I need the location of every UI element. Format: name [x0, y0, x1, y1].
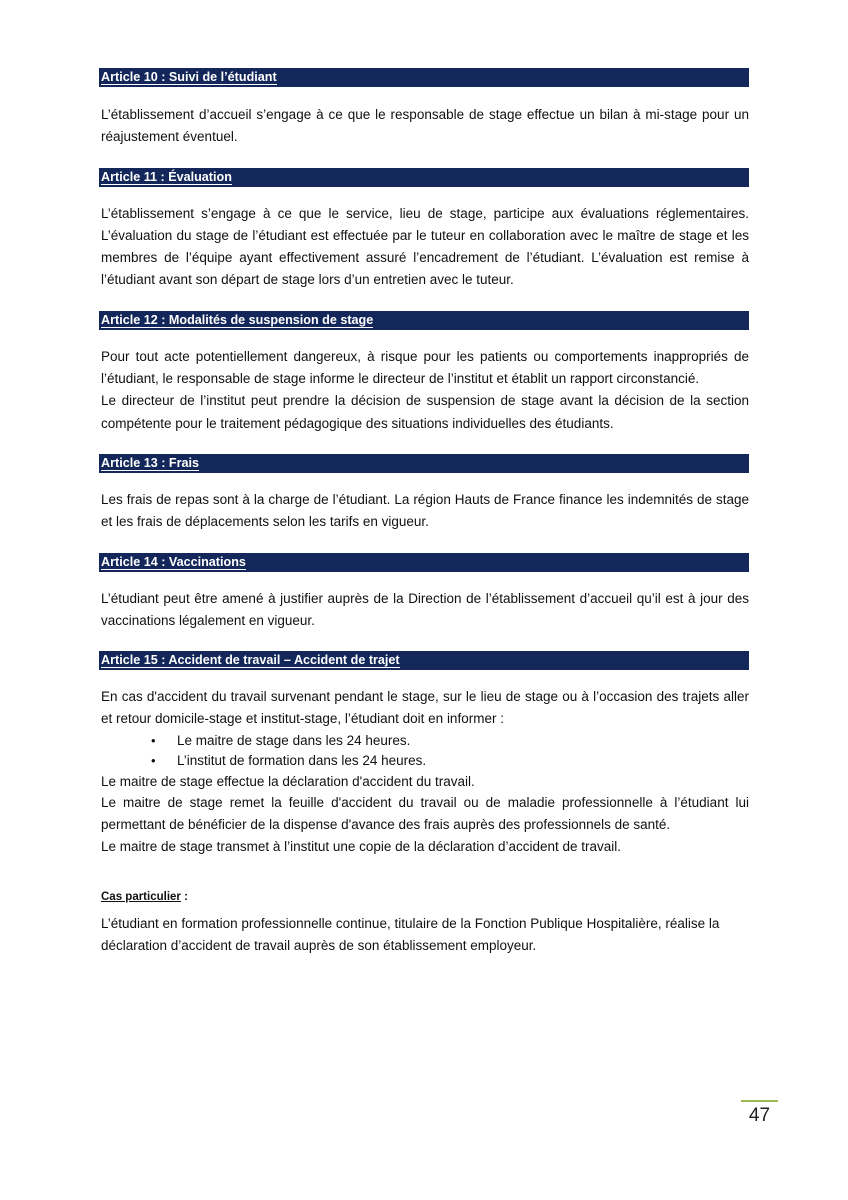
article-14-body — [99, 588, 749, 633]
article-10-heading — [99, 68, 749, 87]
list-item — [99, 751, 749, 772]
article-12-paragraph-1: Pour tout acte potentiellement dangereux, à risque pour les patients ou comportements inappropriés de l’étudiant, le responsable de stage informe le directeur de l’institut et établit un rapport circonstancié. — [101, 348, 749, 387]
special-case-paragraph: L’étudiant en formation professionnelle continue, titulaire de la Fonction Publique Hospitalière, réalise la déclaration d’accident de travail auprès de son établissement employeur. — [101, 915, 720, 953]
article-15-after-1: Le maitre de stage effectue la déclaration d'accident du travail. — [101, 773, 475, 789]
article-10-body — [99, 104, 749, 149]
bullet-icon: • — [151, 753, 156, 769]
article-15-after-3: Le maitre de stage transmet à l’institut une copie de la déclaration d’accident de travail. — [101, 839, 622, 855]
page-number: 47 — [748, 1105, 771, 1126]
special-case-label-text: Cas particulier — [101, 890, 181, 903]
page-number-rule — [741, 1100, 778, 1102]
article-14-title: Article 14 : Vaccinations — [101, 554, 246, 569]
article-12-heading — [99, 311, 749, 330]
article-15-title: Article 15 : Accident de travail – Accident de trajet — [101, 653, 400, 668]
list-item — [99, 731, 749, 752]
article-13-paragraph: Les frais de repas sont à la charge de l’étudiant. La région Hauts de France finance les indemnités de stage et les frais de déplacements selon les tarifs en vigueur. — [101, 491, 749, 530]
special-case-label-suffix: : — [180, 890, 188, 903]
article-15-heading — [99, 651, 749, 670]
article-14-paragraph: L’étudiant peut être amené à justifier auprès de la Direction de l’établissement d’accueil qu’il est à jour des vaccinations légalement en vigueur. — [101, 590, 749, 628]
article-11-title: Article 11 : Évaluation — [101, 169, 232, 184]
article-12-body — [99, 346, 749, 435]
bullet-icon: • — [151, 732, 156, 748]
article-14-heading — [99, 553, 749, 572]
list-item-text: Le maitre de stage dans les 24 heures. — [177, 732, 411, 748]
article-13-title: Article 13 : Frais — [101, 455, 199, 470]
article-12-title: Article 12 : Modalités de suspension de stage — [101, 312, 374, 327]
page-content — [99, 68, 749, 957]
article-15-body — [99, 686, 749, 858]
article-15-intro: En cas d'accident du travail survenant pendant le stage, sur le lieu de stage ou à l’occasion des trajets aller et retour domicile-stage et institut-stage, l’étudiant doit en informer : — [101, 689, 749, 727]
article-13-body — [99, 489, 749, 534]
article-15-bullet-list — [99, 731, 749, 772]
article-10-paragraph: L’établissement d’accueil s’engage à ce que le responsable de stage effectue un bilan à mi-stage pour un réajustement éventuel. — [101, 107, 749, 145]
special-case-label — [99, 891, 749, 903]
article-11-paragraph: L’établissement s’engage à ce que le service, lieu de stage, participe aux évaluations réglementaires. L’évaluation du stage de l’étudiant est effectuée par le tuteur en collaboration avec le maître de stage et les membres de l’équipe ayant effectivement assuré l’encadrement de l’étudiant. L’évaluation est remise à l’étudiant avant son départ de stage lors d’un entretien avec le tuteur. — [101, 205, 749, 288]
article-15-after-2: Le maitre de stage remet la feuille d'accident du travail ou de maladie professionnelle à l’étudiant lui permettant de bénéficier de la dispense d'avance des frais auprès des professionnels de santé. — [101, 794, 749, 833]
article-11-body — [99, 203, 749, 292]
article-10-title: Article 10 : Suivi de l’étudiant — [101, 70, 277, 84]
list-item-text: L’institut de formation dans les 24 heures. — [177, 753, 427, 769]
special-case-body — [99, 913, 749, 958]
article-13-heading — [99, 454, 749, 473]
article-12-paragraph-2: Le directeur de l’institut peut prendre la décision de suspension de stage avant la décision de la section compétente pour le traitement pédagogique des situations individuelles des étudiants. — [101, 393, 749, 431]
article-11-heading — [99, 168, 749, 187]
